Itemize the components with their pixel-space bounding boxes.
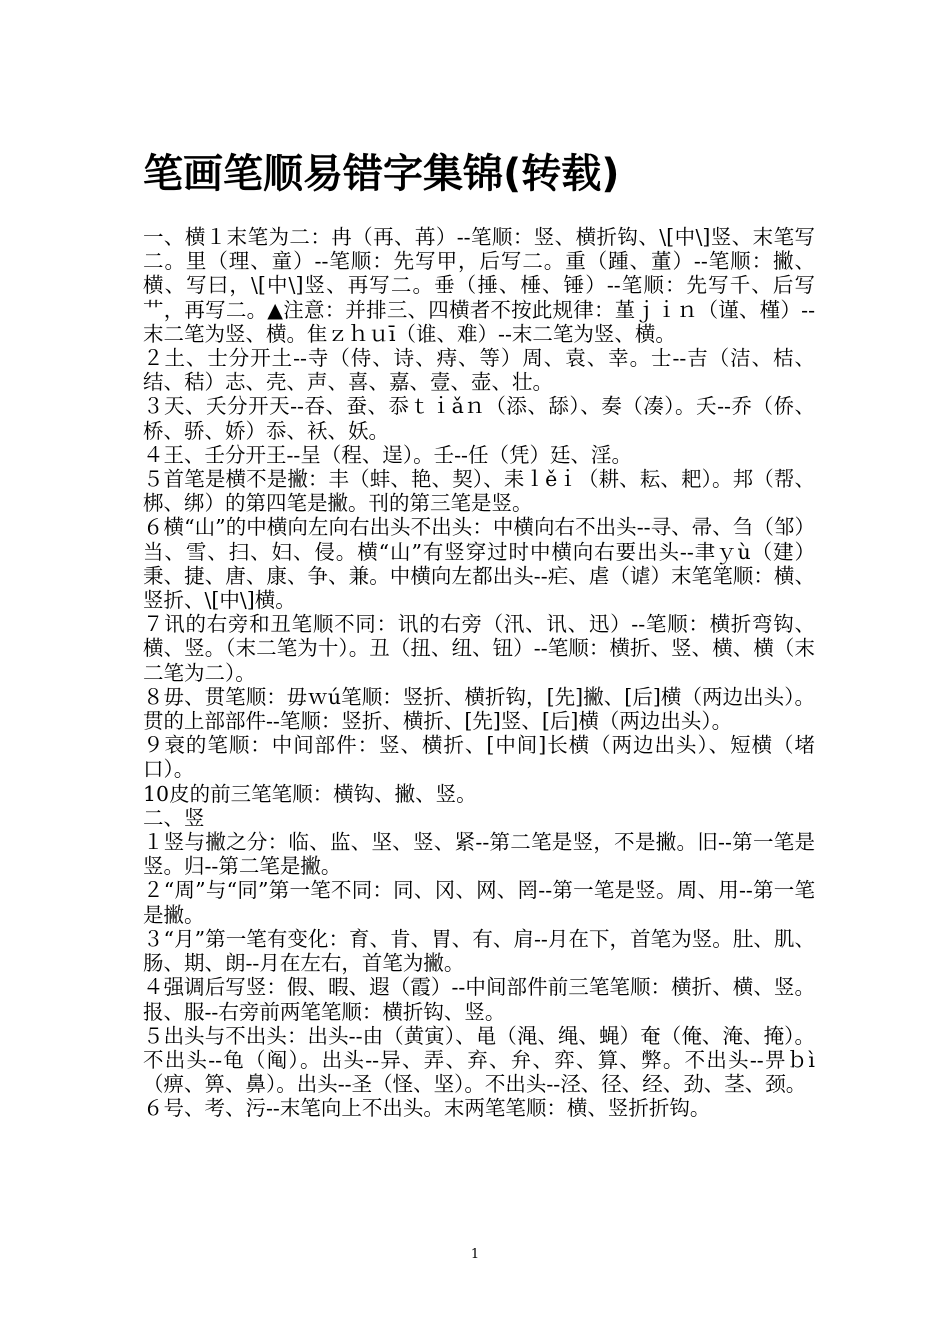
document-title: 笔画笔顺易错字集锦(转载): [143, 151, 620, 197]
paragraph: ３“月”第一笔有变化：育、肯、胃、有、肩--月在下，首笔为竖。肚、肌、肠、期、朗--月在左右，首笔为撇。: [143, 926, 815, 976]
paragraph: １竖与撇之分：临、监、坚、竖、紧--第二笔是竖，不是撇。旧--第一笔是竖。归--第二笔是撇。: [143, 830, 815, 879]
paragraph: 10皮的前三笔笔顺：横钩、撇、竖。: [143, 781, 477, 806]
paragraph: ２“周”与“同”第一笔不同：同、冈、网、罔--第一笔是竖。周、用--第一笔是撇。: [143, 878, 815, 927]
document-body: [143, 225, 815, 1121]
paragraph: ４强调后写竖：假、暇、遐（霞）--中间部件前三笔笔顺：横折、横、竖。报、服--右旁前两笔笔顺：横折钩、竖。: [143, 975, 815, 1024]
paragraph: ３天、夭分开天--吞、蚕、忝ｔｉǎｎ（添、舔）、奏（凑）。夭--乔（侨、桥、骄、娇）忝、袄、妖。: [143, 394, 815, 443]
paragraph: ６横“山”的中横向左向右出头不出头：中横向右不出头--寻、帚、刍（邹）当、雪、扫、妇、侵。横“山”有竖穿过时中横向右要出头--聿ｙù（建）秉、捷、唐、康、争、兼。中横向左都出头--疟、虐（谑）末笔笔顺：横、竖折、\[中\]横。: [143, 515, 815, 613]
paragraph: ５出头与不出头：出头--由（黄寅）、黾（渑、绳、蝇）奄（俺、淹、掩）。不出头--龟（阄）。出头--异、弄、弃、弁、弈、算、弊。不出头--畀ｂì（痹、箅、鼻）。出头--圣（怪、坚）。不出头--泾、径、经、劲、茎、颈。: [143, 1023, 815, 1097]
paragraph: 一、横１末笔为二：冉（再、苒）--笔顺：竖、横折钩、\[中\]竖、末笔写二。里（理、童）--笔顺：先写甲，后写二。重（踵、董）--笔顺：撇、横、写曰，\[中\]竖、再写二。垂（捶、棰、锤）--笔顺：先写千、后写艹，再写二。▲注意：并排三、四横者不按此规律：堇ｊｉｎ（谨、槿）--末二笔为竖、横。隹ｚｈｕī（谁、难）--末二笔为竖、横。: [143, 225, 815, 346]
paragraph: ４王、壬分开王--呈（程、逞）。壬--任（凭）廷、淫。: [143, 442, 632, 467]
paragraph: ９衰的笔顺：中间部件：竖、横折、[中间]长横（两边出头）、短横（堵口）。: [143, 733, 815, 782]
page-number: 1: [470, 1247, 480, 1262]
section-heading: 二、竖: [143, 805, 205, 830]
paragraph: ８毋、贯笔顺：毋ｗú笔顺：竖折、横折钩，[先]撇、[后]横（两边出头）。贯的上部部件--笔顺：竖折、横折、[先]竖、[后]横（两边出头）。: [143, 684, 815, 734]
paragraph: ７讯的右旁和丑笔顺不同：讯的右旁（汛、讯、迅）--笔顺：横折弯钩、横、竖。（末二笔为十）。丑（扭、纽、钮）--笔顺：横折、竖、横、横（末二笔为二）。: [143, 612, 815, 685]
paragraph: ２土、士分开土--寺（侍、诗、痔、等）周、袁、幸。士--吉（洁、桔、结、秸）志、壳、声、喜、嘉、壹、壶、壮。: [143, 346, 815, 395]
paragraph: ６号、考、污--末笔向上不出头。末两笔笔顺：横、竖折折钩。: [143, 1096, 711, 1121]
paragraph: ５首笔是横不是撇：丰（蚌、艳、契）、耒ｌěｉ（耕、耘、耙）。邦（帮、梆、绑）的第四笔是撇。刊的第三笔是竖。: [143, 467, 815, 516]
